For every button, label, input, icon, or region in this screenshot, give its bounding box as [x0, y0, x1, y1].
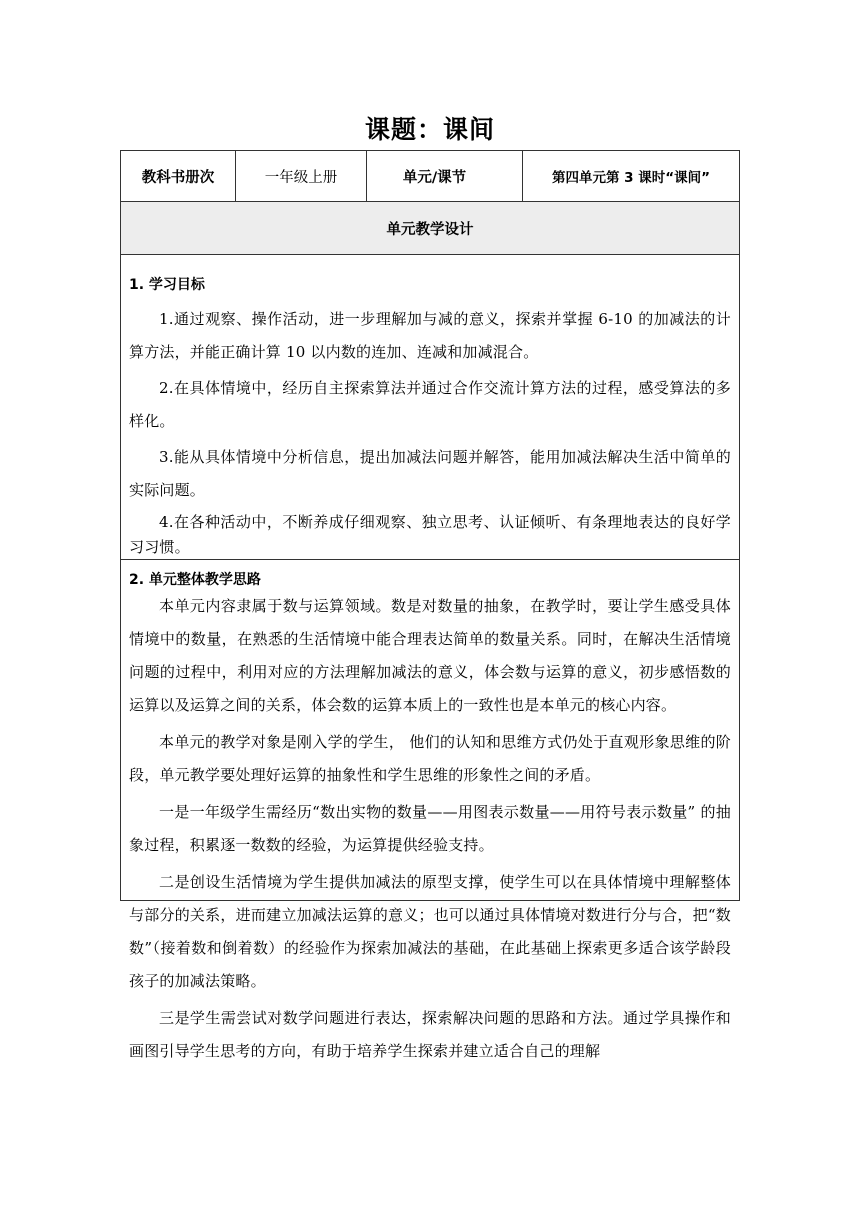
unit-label: 单元/课节	[366, 151, 522, 201]
approach-paragraph: 二是创设生活情境为学生提供加减法的原型支撑，使学生可以在具体情境中理解整体与部分的关系，进而建立加减法运算的意义；也可以通过具体情境对数进行分与合，把“数数”（接着数和倒着数）的经验作为探索加减法的基础，在此基础上探索更多适合该学龄段孩子的加减法策略。	[129, 873, 731, 990]
page-title: 课题：课间	[364, 115, 495, 144]
teaching-approach-section	[121, 560, 739, 1060]
learning-goals-section	[121, 255, 739, 560]
textbook-label: 教科书册次	[141, 169, 215, 186]
approach-paragraph: 一是一年级学生需经历“数出实物的数量——用图表示数量——用符号表示数量” 的抽象过程，积累逐一数数的经验，为运算提供经验支持。	[129, 803, 731, 854]
teaching-approach-heading: 2. 单元整体教学思路	[129, 572, 261, 588]
unit-value: 第四单元第 3 课时“课间”	[522, 151, 739, 201]
design-header: 单元教学设计	[121, 202, 739, 255]
learning-goals-heading: 1. 学习目标	[129, 277, 205, 293]
goal-item: 2.在具体情境中，经历自主探索算法并通过合作交流计算方法的过程，感受算法的多样化。	[129, 379, 731, 430]
goal-item: 1.通过观察、操作活动，进一步理解加与减的意义，探索并掌握 6-10 的加减法的计算方法，并能正确计算 10 以内数的连加、连减和加减混合。	[129, 310, 731, 361]
lesson-plan-table	[120, 150, 740, 1060]
goal-item: 3.能从具体情境中分析信息，提出加减法问题并解答，能用加减法解决生活中简单的实际问题。	[129, 448, 731, 499]
goal-item: 4.在各种活动中，不断养成仔细观察、独立思考、认证倾听、有条理地表达的良好学习习惯。	[129, 513, 731, 556]
approach-paragraph: 三是学生需尝试对数学问题进行表达，探索解决问题的思路和方法。通过学具操作和画图引导学生思考的方向，有助于培养学生探索并建立适合自己的理解	[129, 1009, 731, 1060]
approach-paragraph: 本单元的教学对象是刚入学的学生， 他们的认知和思维方式仍处于直观形象思维的阶段，单元教学要处理好运算的抽象性和学生思维的形象性之间的矛盾。	[129, 733, 731, 784]
textbook-value: 一年级上册	[235, 151, 366, 201]
approach-paragraph: 本单元内容隶属于数与运算领域。数是对数量的抽象，在教学时，要让学生感受具体情境中的数量，在熟悉的生活情境中能合理表达简单的数量关系。同时，在解决生活情境问题的过程中，利用对应的方法理解加减法的意义，体会数与运算的意义，初步感悟数的运算以及运算之间的关系，体会数的运算本质上的一致性也是本单元的核心内容。	[129, 597, 731, 714]
info-row	[121, 151, 739, 202]
